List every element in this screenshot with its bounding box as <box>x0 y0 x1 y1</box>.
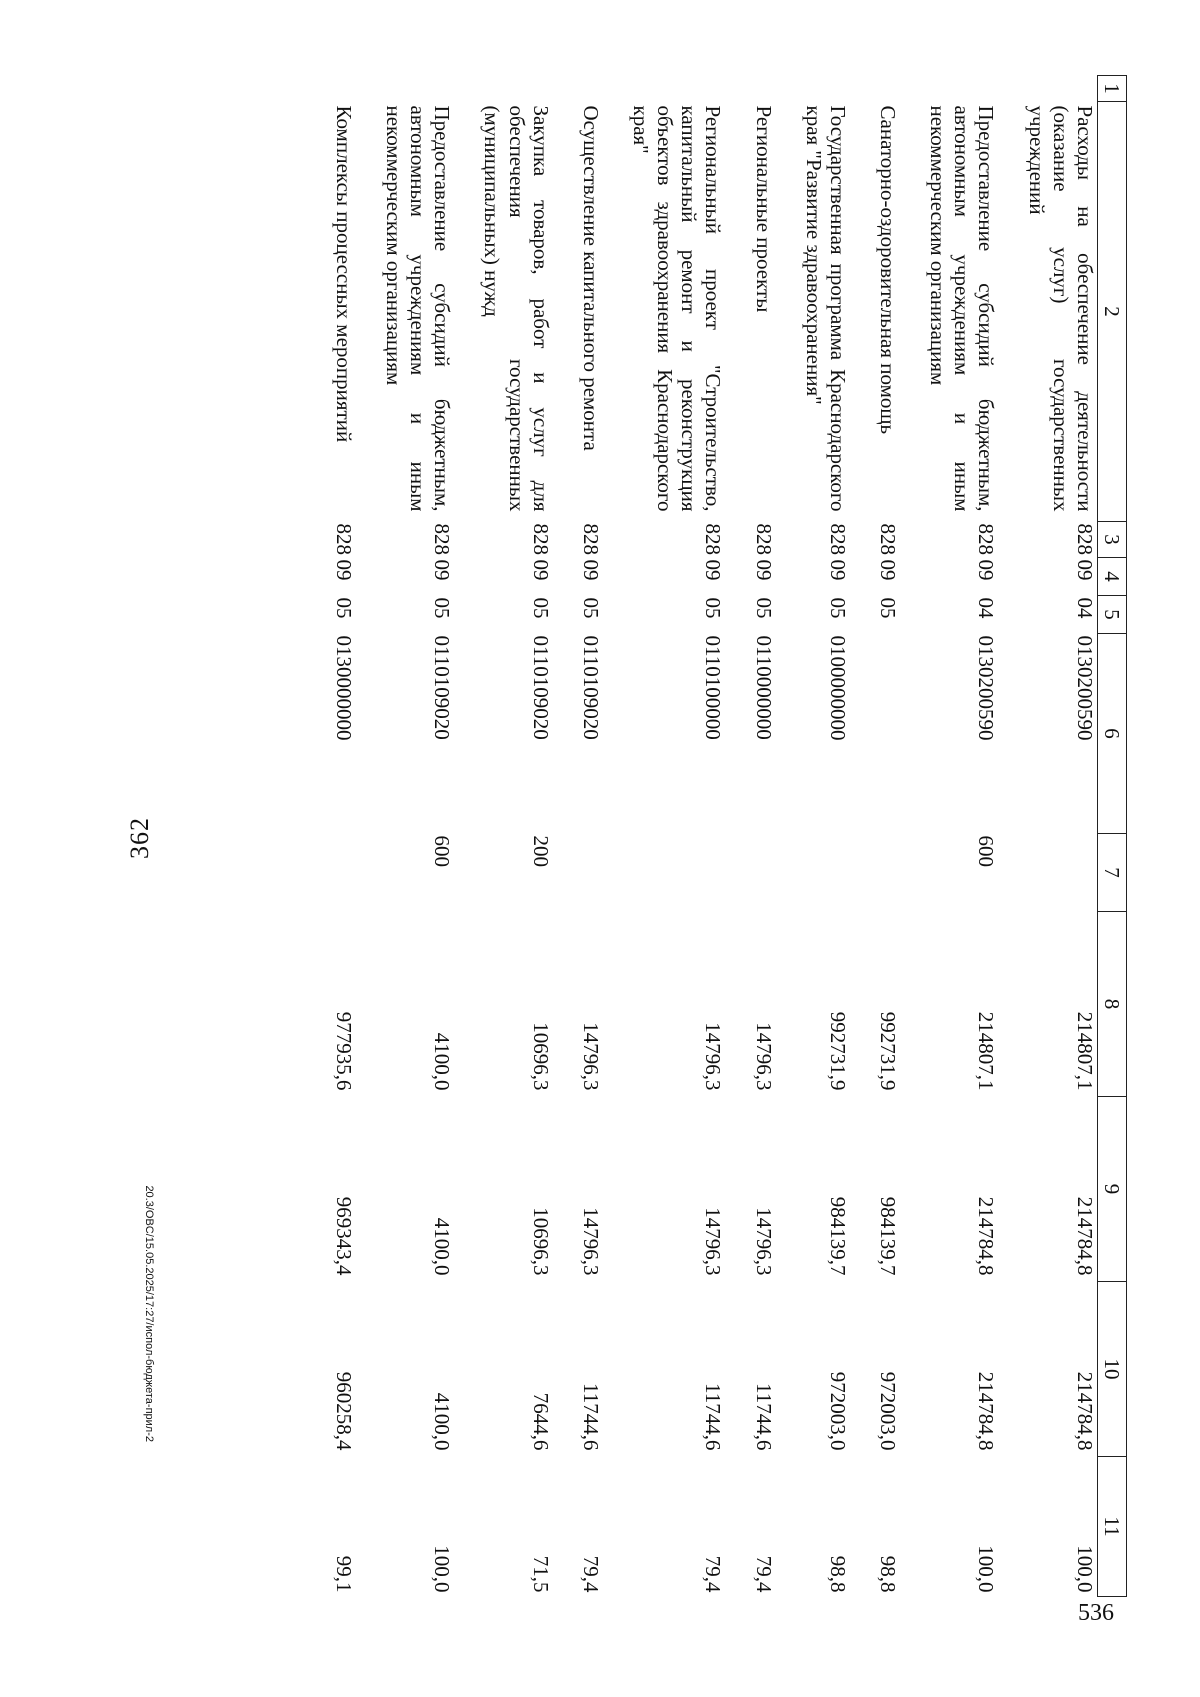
table-row <box>725 76 775 1597</box>
cell-target-article: 0130000000 <box>331 635 356 741</box>
cell-target-article: 0100000000 <box>825 635 850 741</box>
cell-executed: 972003,0 <box>876 1371 901 1451</box>
cell-expense-type <box>850 834 900 912</box>
column-header: 1 <box>1097 76 1126 102</box>
table-row <box>306 76 356 1597</box>
cell-subsection: 04 <box>1072 597 1097 619</box>
cell-clarified-plan: 214784,8 <box>974 1196 999 1276</box>
cell-name: Закупка товаров, работ и услуг для обеспечения государственных (муниципальных) нужд <box>480 105 553 512</box>
cell-empty <box>553 76 603 102</box>
cell-clarified-plan: 4100,0 <box>430 1217 455 1276</box>
column-header: 4 <box>1097 558 1126 596</box>
cell-clarified-plan: 984139,7 <box>876 1196 901 1276</box>
cell-admin-code: 828 <box>974 523 999 555</box>
cell-section: 09 <box>528 559 553 581</box>
cell-section: 09 <box>701 559 726 581</box>
cell-plan: 14796,3 <box>578 1022 603 1091</box>
cell-section: 09 <box>578 559 603 581</box>
cell-empty <box>356 76 454 102</box>
cell-empty <box>850 76 900 102</box>
cell-clarified-plan: 14796,3 <box>578 1207 603 1276</box>
cell-expense-type: 600 <box>430 835 455 867</box>
cell-clarified-plan: 214784,8 <box>1072 1196 1097 1276</box>
cell-name: Предоставление субсидий бюджетным, автономным учреждениям и иным некоммерческим организациям <box>382 105 455 512</box>
cell-expense-type <box>725 834 775 912</box>
cell-empty <box>306 76 356 102</box>
cell-executed: 11744,6 <box>751 1383 776 1451</box>
cell-executed: 11744,6 <box>578 1383 603 1451</box>
cell-empty <box>454 76 552 102</box>
table-row <box>998 76 1097 1597</box>
table-row <box>603 76 726 1597</box>
cell-name: Комплексы процессных мероприятий <box>331 105 356 443</box>
cell-name: Санаторно-оздоровительная помощь <box>876 105 901 435</box>
cell-expense-type: 200 <box>528 835 553 867</box>
cell-name: Государственная программа Краснодарского края "Развитие здравоохранения" <box>801 105 850 512</box>
cell-target-article: 0110109020 <box>430 635 455 740</box>
cell-admin-code: 828 <box>701 523 726 555</box>
budget-table <box>306 75 1127 1597</box>
cell-subsection: 05 <box>701 597 726 619</box>
cell-name: Региональный проект "Строительство, капитальный ремонт и реконструкция объектов здравоохранения Краснодарского края" <box>629 105 726 512</box>
cell-subsection: 05 <box>430 597 455 619</box>
table-row <box>454 76 552 1597</box>
table-header-row <box>1097 76 1126 1597</box>
cell-section: 09 <box>825 559 850 581</box>
table-row <box>850 76 900 1597</box>
cell-clarified-plan: 10696,3 <box>528 1207 553 1276</box>
cell-subsection: 05 <box>528 597 553 619</box>
cell-admin-code: 828 <box>578 523 603 555</box>
column-header: 10 <box>1097 1282 1126 1457</box>
cell-empty <box>776 76 850 102</box>
cell-target-article: 0110000000 <box>751 635 776 740</box>
cell-executed: 7644,6 <box>528 1392 553 1451</box>
table-row <box>356 76 454 1597</box>
table-row <box>553 76 603 1597</box>
cell-percent: 71,5 <box>528 1555 553 1593</box>
cell-plan: 977935,6 <box>331 1011 356 1091</box>
cell-percent: 99,1 <box>331 1555 356 1593</box>
rotated-page <box>125 57 1157 1647</box>
cell-executed: 960258,4 <box>331 1371 356 1451</box>
cell-expense-type <box>998 834 1097 912</box>
cell-percent: 100,0 <box>1072 1545 1097 1593</box>
cell-percent: 100,0 <box>430 1545 455 1593</box>
cell-admin-code: 828 <box>528 523 553 555</box>
cell-admin-code: 828 <box>751 523 776 555</box>
column-header: 9 <box>1097 1097 1126 1282</box>
cell-percent: 100,0 <box>974 1545 999 1593</box>
column-header: 11 <box>1097 1457 1126 1597</box>
cell-empty <box>725 76 775 102</box>
cell-plan: 14796,3 <box>701 1022 726 1091</box>
cell-subsection: 05 <box>578 597 603 619</box>
cell-plan: 992731,9 <box>876 1011 901 1091</box>
cell-percent: 79,4 <box>578 1555 603 1593</box>
cell-section: 09 <box>974 559 999 581</box>
cell-section: 09 <box>331 559 356 581</box>
cell-expense-type <box>603 834 726 912</box>
cell-percent: 79,4 <box>751 1555 776 1593</box>
cell-admin-code: 828 <box>1072 523 1097 555</box>
column-header: 2 <box>1097 102 1126 522</box>
cell-plan: 14796,3 <box>751 1022 776 1091</box>
cell-clarified-plan: 969343,4 <box>331 1196 356 1276</box>
sheet-number: 536 <box>1078 1600 1114 1626</box>
cell-section: 09 <box>1072 559 1097 581</box>
cell-executed: 11744,6 <box>701 1383 726 1451</box>
cell-section: 09 <box>876 559 901 581</box>
cell-empty <box>900 76 998 102</box>
page-number: 362 <box>125 817 154 859</box>
cell-name: Предоставление субсидий бюджетным, автономным учреждениям и иным некоммерческим организациям <box>926 105 999 512</box>
cell-name: Расходы на обеспечение деятельности (оказание услуг) государственных учреждений <box>1024 105 1097 512</box>
cell-section: 09 <box>430 559 455 581</box>
document-footer-note: 20.3/OBC/15.05.2025/17:27/испол-бюджета-прил-2 <box>143 1185 155 1442</box>
cell-subsection: 05 <box>331 597 356 619</box>
cell-clarified-plan: 14796,3 <box>701 1207 726 1276</box>
cell-plan: 10696,3 <box>528 1022 553 1091</box>
cell-percent: 98,8 <box>825 1555 850 1593</box>
cell-admin-code: 828 <box>876 523 901 555</box>
cell-plan: 992731,9 <box>825 1011 850 1091</box>
cell-executed: 972003,0 <box>825 1371 850 1451</box>
cell-executed: 214784,8 <box>974 1371 999 1451</box>
cell-executed: 214784,8 <box>1072 1371 1097 1451</box>
cell-subsection: 05 <box>825 597 850 619</box>
cell-admin-code: 828 <box>331 523 356 555</box>
cell-empty <box>603 76 726 102</box>
cell-executed: 4100,0 <box>430 1392 455 1451</box>
cell-clarified-plan: 984139,7 <box>825 1196 850 1276</box>
cell-subsection: 04 <box>974 597 999 619</box>
cell-target-article <box>850 634 900 834</box>
cell-name: Региональные проекты <box>751 105 776 313</box>
cell-section: 09 <box>751 559 776 581</box>
cell-expense-type <box>306 834 356 912</box>
table-row <box>900 76 998 1597</box>
cell-target-article: 0110100000 <box>701 635 726 740</box>
cell-plan: 4100,0 <box>430 1032 455 1091</box>
cell-admin-code: 828 <box>825 523 850 555</box>
cell-name: Осуществление капитального ремонта <box>578 105 603 451</box>
cell-percent: 98,8 <box>876 1555 901 1593</box>
cell-clarified-plan: 14796,3 <box>751 1207 776 1276</box>
table-body <box>306 76 1098 1597</box>
cell-target-article: 0130200590 <box>1072 635 1097 741</box>
cell-subsection: 05 <box>751 597 776 619</box>
cell-plan: 214807,1 <box>1072 1011 1097 1091</box>
column-header: 7 <box>1097 834 1126 912</box>
cell-admin-code: 828 <box>430 523 455 555</box>
cell-target-article: 0130200590 <box>974 635 999 741</box>
cell-subsection: 05 <box>876 597 901 619</box>
cell-expense-type <box>776 834 850 912</box>
cell-expense-type: 600 <box>974 835 999 867</box>
cell-target-article: 0110109020 <box>528 635 553 740</box>
cell-expense-type <box>553 834 603 912</box>
column-header: 6 <box>1097 634 1126 834</box>
cell-target-article: 0110109020 <box>578 635 603 740</box>
table-row <box>776 76 850 1597</box>
column-header: 3 <box>1097 522 1126 558</box>
cell-percent: 79,4 <box>701 1555 726 1593</box>
cell-empty <box>998 76 1097 102</box>
column-header: 5 <box>1097 596 1126 634</box>
cell-plan: 214807,1 <box>974 1011 999 1091</box>
column-header: 8 <box>1097 912 1126 1097</box>
